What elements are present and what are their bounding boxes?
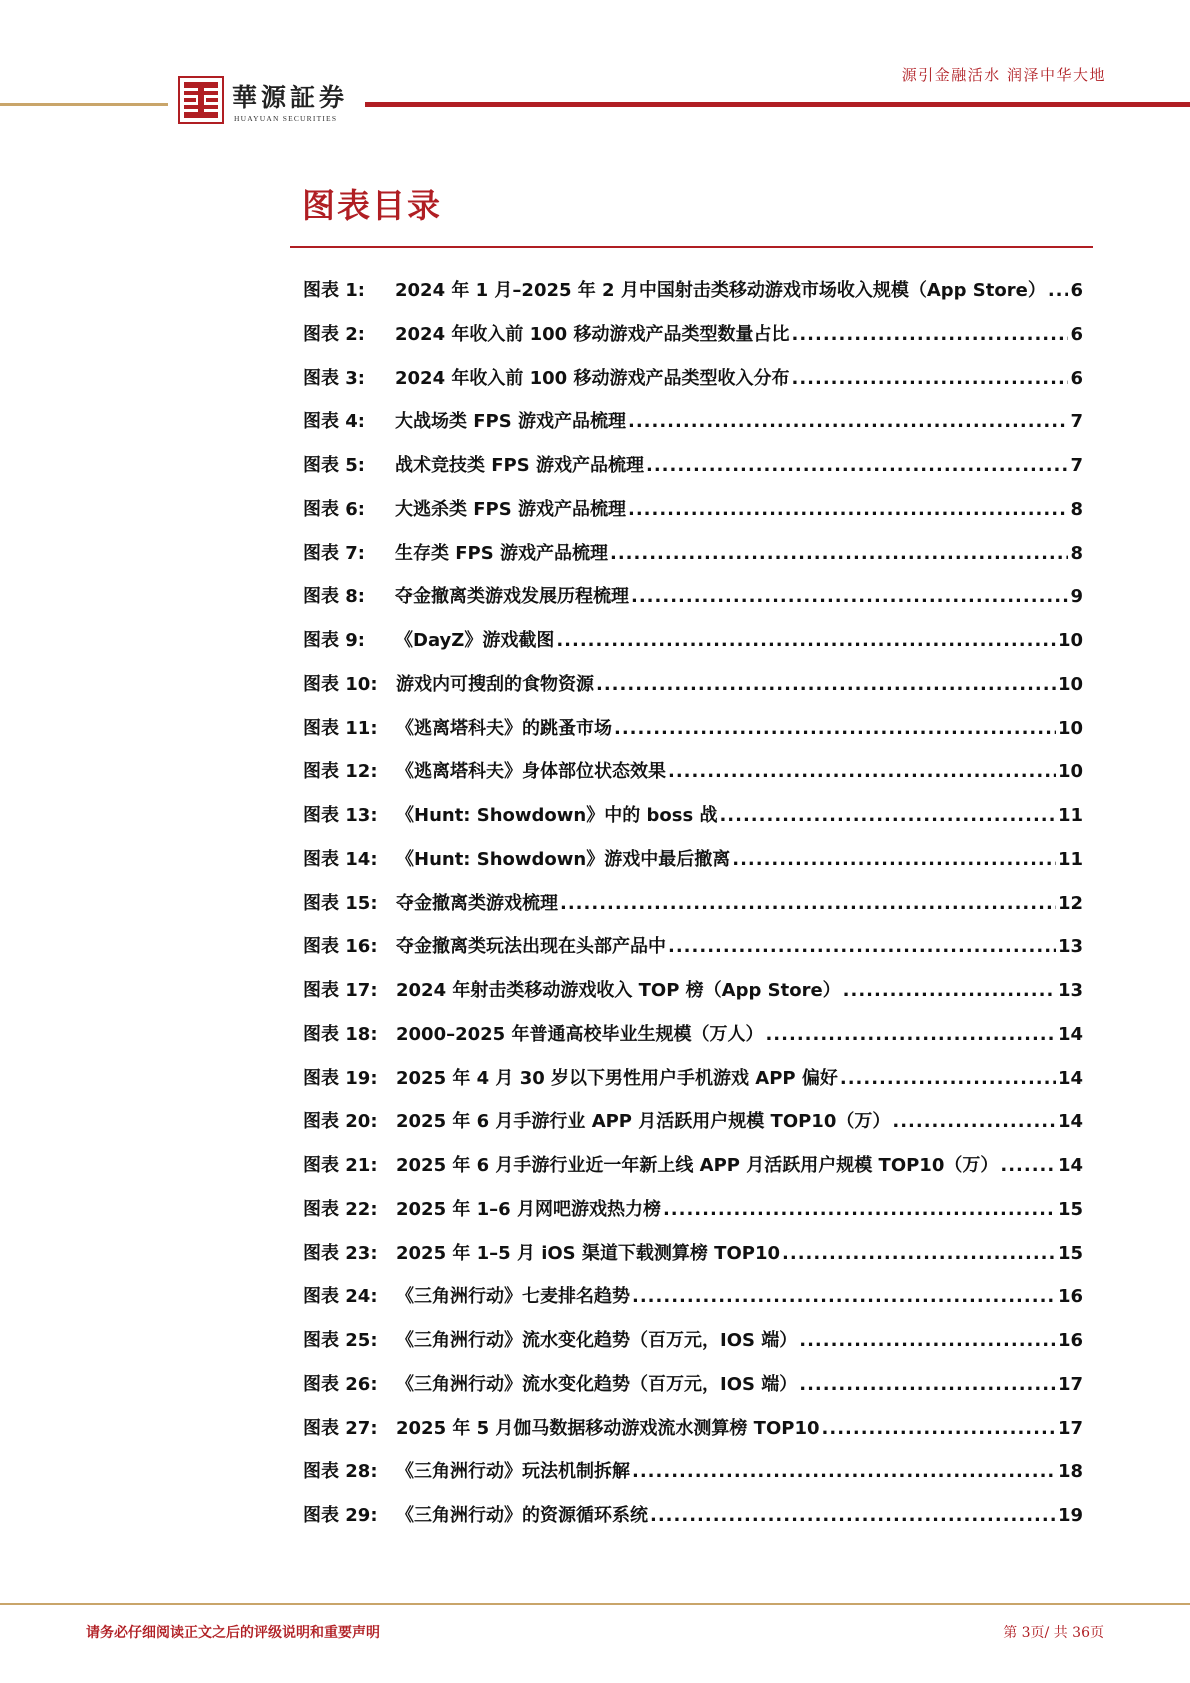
toc-item[interactable] — [303, 1107, 1083, 1151]
toc-page: 9 — [1070, 586, 1083, 608]
toc-page: 13 — [1057, 936, 1083, 958]
toc-item[interactable] — [303, 932, 1083, 976]
toc-text: 2025 年 6 月手游行业近一年新上线 APP 月活跃用户规模 TOP10（万） — [396, 1155, 999, 1176]
toc-page: 13 — [1057, 980, 1083, 1001]
toc-text: 《DayZ》游戏截图 — [395, 630, 555, 651]
toc-text: 2024 年 1 月–2025 年 2 月中国射击类移动游戏市场收入规模（App Store） — [395, 280, 1046, 301]
toc-text: 《三角洲行动》七麦排名趋势 — [396, 1286, 630, 1308]
toc-page: 17 — [1057, 1417, 1083, 1439]
toc-item[interactable] — [303, 276, 1083, 320]
toc-label: 图表 15: — [303, 892, 378, 914]
toc-label: 图表 14: — [303, 848, 378, 870]
toc-item[interactable] — [303, 976, 1083, 1020]
toc-text: 战术竞技类 FPS 游戏产品梳理 — [395, 455, 644, 476]
toc-text: 生存类 FPS 游戏产品梳理 — [395, 542, 608, 564]
footer-page-number: 第 3页/ 共 36页 — [1003, 1625, 1104, 1641]
toc-item[interactable] — [303, 889, 1083, 933]
toc-label: 图表 27: — [303, 1417, 378, 1439]
toc-label: 图表 22: — [303, 1198, 378, 1220]
toc-leader — [799, 1330, 1056, 1351]
title-divider — [290, 246, 1093, 248]
toc-item[interactable] — [303, 1414, 1083, 1458]
toc-label: 图表 29: — [303, 1505, 378, 1526]
toc-page: 11 — [1057, 848, 1083, 870]
toc-label: 图表 1: — [303, 280, 365, 301]
toc-page: 10 — [1057, 630, 1083, 651]
toc-text: 2025 年 1–5 月 iOS 渠道下载测算榜 TOP10 — [396, 1242, 781, 1264]
toc-leader — [782, 1243, 1056, 1264]
toc-text: 大战场类 FPS 游戏产品梳理 — [395, 411, 626, 433]
toc-leader — [628, 499, 1068, 520]
toc-page: 8 — [1070, 542, 1083, 564]
toc-page: 19 — [1057, 1505, 1083, 1526]
toc-leader — [556, 630, 1056, 651]
toc-leader — [668, 761, 1056, 782]
toc-leader — [614, 718, 1056, 739]
toc-label: 图表 20: — [303, 1111, 378, 1133]
toc-leader — [632, 1461, 1056, 1482]
toc-label: 图表 8: — [303, 586, 365, 608]
toc-text: 《逃离塔科夫》的跳蚤市场 — [396, 717, 612, 739]
toc-label: 图表 6: — [303, 498, 365, 520]
toc-text: 《三角洲行动》流水变化趋势（百万元，IOS 端） — [396, 1330, 798, 1351]
toc-page: 16 — [1057, 1286, 1083, 1308]
toc-leader — [840, 1068, 1056, 1089]
header-rule-gold — [0, 103, 168, 106]
toc-item[interactable] — [303, 1370, 1083, 1414]
toc-text: 2025 年 5 月伽马数据移动游戏流水测算榜 TOP10 — [396, 1417, 820, 1439]
header-slogan: 源引金融活水 润泽中华大地 — [901, 66, 1106, 84]
toc-item[interactable] — [303, 1239, 1083, 1283]
toc-item[interactable] — [303, 1326, 1083, 1370]
page-title: 图表目录 — [302, 186, 442, 225]
toc-text: 2024 年收入前 100 移动游戏产品类型收入分布 — [395, 367, 790, 389]
toc-text: 《Hunt: Showdown》游戏中最后撤离 — [396, 848, 731, 870]
toc-label: 图表 26: — [303, 1373, 378, 1395]
toc-page: 11 — [1057, 805, 1083, 826]
toc-item[interactable] — [303, 1151, 1083, 1195]
toc-label: 图表 19: — [303, 1067, 378, 1089]
toc-page: 7 — [1070, 455, 1083, 476]
toc-label: 图表 21: — [303, 1155, 378, 1176]
toc-leader — [791, 368, 1068, 389]
footer-rule — [0, 1603, 1190, 1605]
toc-page: 14 — [1057, 1067, 1083, 1089]
toc-text: 2024 年收入前 100 移动游戏产品类型数量占比 — [395, 323, 790, 345]
toc-page: 17 — [1057, 1373, 1083, 1395]
toc-item[interactable] — [303, 626, 1083, 670]
toc-leader — [822, 1418, 1056, 1439]
toc-text: 《逃离塔科夫》身体部位状态效果 — [396, 761, 666, 783]
toc-text: 夺金撤离类游戏发展历程梳理 — [395, 586, 629, 608]
toc-item[interactable] — [303, 1020, 1083, 1064]
toc-leader — [799, 1374, 1056, 1395]
toc-leader — [668, 936, 1056, 957]
logo-name: 華源証券 — [232, 83, 349, 112]
toc-item[interactable] — [303, 1501, 1083, 1545]
toc-label: 图表 9: — [303, 630, 365, 651]
toc-label: 图表 23: — [303, 1242, 378, 1264]
toc-leader — [843, 980, 1056, 1001]
toc-item[interactable] — [303, 757, 1083, 801]
toc-page: 15 — [1057, 1242, 1083, 1264]
toc-item[interactable] — [303, 845, 1083, 889]
toc-text: 游戏内可搜刮的食物资源 — [396, 673, 594, 695]
toc-leader — [892, 1111, 1056, 1132]
toc-item[interactable] — [303, 364, 1083, 408]
toc-page: 10 — [1057, 761, 1083, 783]
toc-item[interactable] — [303, 801, 1083, 845]
header-rule-red — [365, 102, 1190, 107]
toc-leader — [650, 1505, 1056, 1526]
toc-label: 图表 2: — [303, 323, 365, 345]
toc-leader — [610, 543, 1068, 564]
toc-item[interactable] — [303, 714, 1083, 758]
toc-label: 图表 3: — [303, 367, 365, 389]
toc-text: 夺金撤离类玩法出现在头部产品中 — [396, 936, 666, 958]
toc-page: 6 — [1070, 367, 1083, 389]
toc-leader — [596, 674, 1056, 695]
toc-item[interactable] — [303, 451, 1083, 495]
toc-page: 14 — [1057, 1111, 1083, 1133]
toc-page: 14 — [1057, 1155, 1083, 1176]
toc-leader — [628, 411, 1068, 432]
toc-item[interactable] — [303, 1195, 1083, 1239]
toc-text: 《Hunt: Showdown》中的 boss 战 — [396, 805, 718, 826]
toc-item[interactable] — [303, 1064, 1083, 1108]
toc-item[interactable] — [303, 1282, 1083, 1326]
toc-text: 《三角洲行动》流水变化趋势（百万元，IOS 端） — [396, 1373, 798, 1395]
toc-text: 2024 年射击类移动游戏收入 TOP 榜（App Store） — [396, 980, 841, 1001]
toc-label: 图表 24: — [303, 1286, 378, 1308]
toc-leader — [765, 1024, 1055, 1045]
toc-page: 18 — [1057, 1461, 1083, 1483]
toc-label: 图表 13: — [303, 805, 378, 826]
footer-disclaimer: 请务必仔细阅读正文之后的评级说明和重要声明 — [86, 1625, 380, 1641]
toc-item[interactable] — [303, 670, 1083, 714]
toc-page: 6 — [1070, 323, 1083, 345]
toc-leader — [632, 1286, 1056, 1307]
toc-text: 《三角洲行动》玩法机制拆解 — [396, 1461, 630, 1483]
toc-page: 16 — [1057, 1330, 1083, 1351]
seal-icon — [178, 76, 224, 124]
toc-label: 图表 5: — [303, 455, 365, 476]
toc-label: 图表 25: — [303, 1330, 378, 1351]
toc-label: 图表 10: — [303, 673, 378, 695]
toc-item[interactable] — [303, 407, 1083, 451]
toc-page: 10 — [1057, 673, 1083, 695]
toc-text: 2025 年 4 月 30 岁以下男性用户手机游戏 APP 偏好 — [396, 1067, 838, 1089]
toc-page: 8 — [1070, 498, 1083, 520]
toc-leader — [560, 893, 1056, 914]
toc-label: 图表 17: — [303, 980, 378, 1001]
toc-leader — [646, 455, 1068, 476]
toc-text: 2025 年 1–6 月网吧游戏热力榜 — [396, 1198, 661, 1220]
toc-item[interactable] — [303, 320, 1083, 364]
toc-label: 图表 16: — [303, 936, 378, 958]
toc-leader — [732, 849, 1056, 870]
toc-label: 图表 12: — [303, 761, 378, 783]
toc-item[interactable] — [303, 582, 1083, 626]
toc-page: 14 — [1057, 1023, 1083, 1045]
toc-text: 《三角洲行动》的资源循环系统 — [396, 1505, 648, 1526]
toc-page: 7 — [1070, 411, 1083, 433]
toc-text: 2025 年 6 月手游行业 APP 月活跃用户规模 TOP10（万） — [396, 1111, 891, 1133]
toc-list — [303, 276, 1083, 1545]
toc-label: 图表 4: — [303, 411, 365, 433]
toc-page: 15 — [1057, 1198, 1083, 1220]
company-logo — [178, 76, 370, 126]
toc-label: 图表 7: — [303, 542, 365, 564]
toc-leader — [663, 1199, 1056, 1220]
toc-page: 6 — [1070, 280, 1083, 301]
toc-text: 2000–2025 年普通高校毕业生规模（万人） — [396, 1023, 764, 1045]
toc-leader — [791, 324, 1068, 345]
toc-page: 12 — [1057, 892, 1083, 914]
logo-subtitle: HUAYUAN SECURITIES — [234, 114, 338, 123]
toc-item[interactable] — [303, 539, 1083, 583]
toc-label: 图表 11: — [303, 717, 378, 739]
toc-leader — [719, 805, 1055, 826]
toc-label: 图表 18: — [303, 1023, 378, 1045]
toc-leader — [1000, 1155, 1056, 1176]
toc-leader — [631, 586, 1068, 607]
toc-page: 10 — [1057, 717, 1083, 739]
toc-leader — [1048, 280, 1069, 301]
toc-item[interactable] — [303, 1457, 1083, 1501]
toc-text: 大逃杀类 FPS 游戏产品梳理 — [395, 498, 626, 520]
toc-item[interactable] — [303, 495, 1083, 539]
toc-text: 夺金撤离类游戏梳理 — [396, 892, 558, 914]
toc-label: 图表 28: — [303, 1461, 378, 1483]
